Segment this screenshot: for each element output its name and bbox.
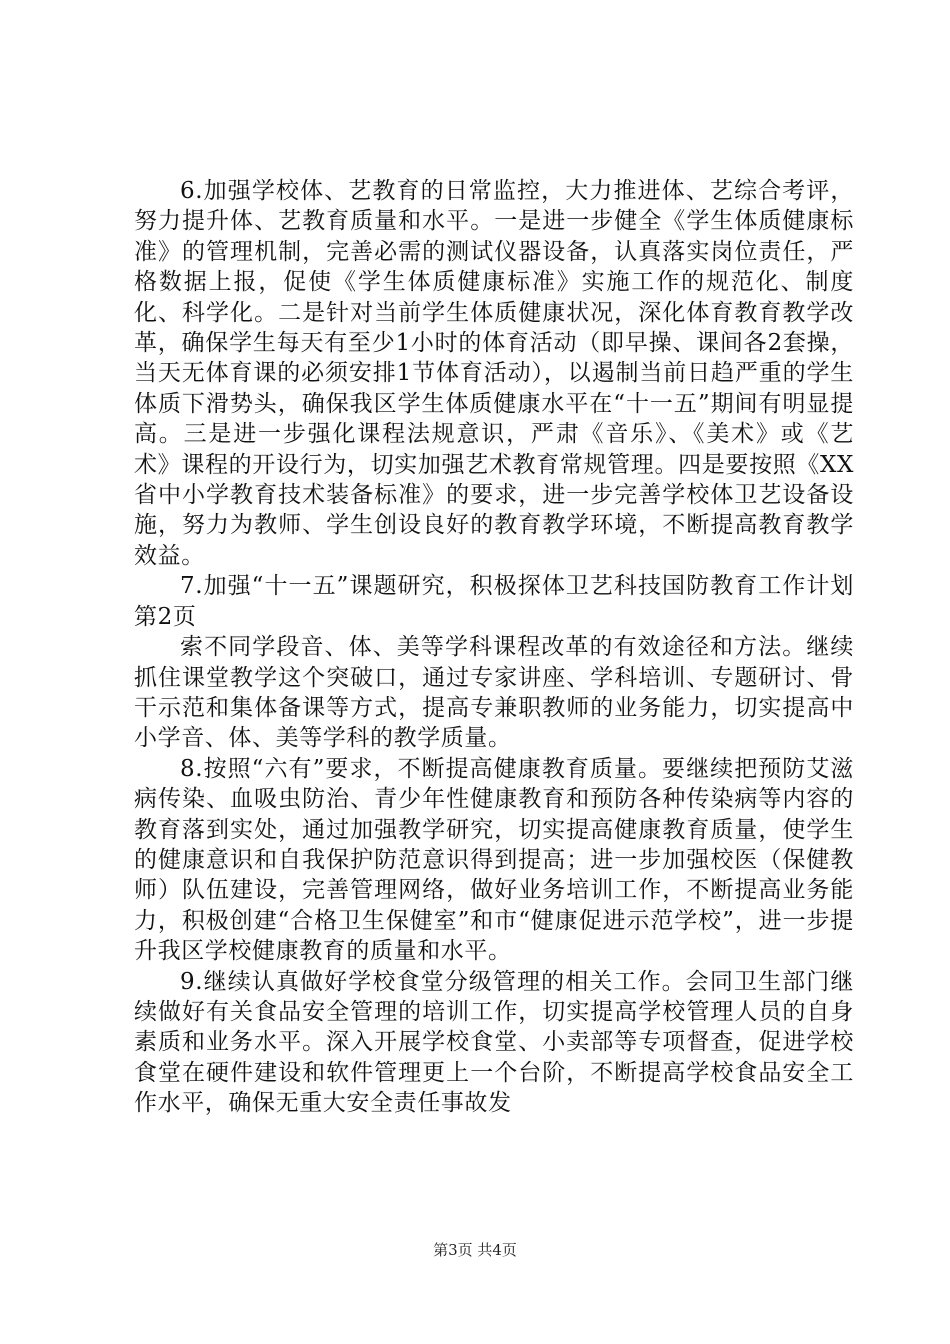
paragraph-7: 7.加强“十一五”课题研究，积极探体卫艺科技国防教育工作计划第2页 <box>134 573 854 630</box>
paragraph-6: 6.加强学校体、艺教育的日常监控，大力推进体、艺综合考评，努力提升体、艺教育质量和水平。一是进一步健全《学生体质健康标准》的管理机制，完善必需的测试仪器设备，认真落实岗位责任，严格数据上报，促使《学生体质健康标准》实施工作的规范化、制度化、科学化。二是针对当前学生体质健康状况，深化体育教育教学改革，确保学生每天有至少1小时的体育活动（即早操、课间各2套操，当天无体育课的必须安排1节体育活动），以遏制当前日趋严重的学生体质下滑势头，确保我区学生体质健康水平在“十一五”期间有明显提高。三是进一步强化课程法规意识，严肃《音乐》、《美术》或《艺术》课程的开设行为，切实加强艺术教育常规管理。四是要按照《XX省中小学教育技术装备标准》的要求，进一步完善学校体卫艺设备设施，努力为教师、学生创设良好的教育教学环境，不断提高教育教学效益。 <box>134 178 854 569</box>
page-footer: 第3页 共4页 <box>433 1241 517 1259</box>
document-body <box>134 176 854 1119</box>
paragraph-8: 8.按照“六有”要求，不断提高健康教育质量。要继续把预防艾滋病传染、血吸虫防治、青少年性健康教育和预防各种传染病等内容的教育落到实处，通过加强教学研究，切实提高健康教育质量，使学生的健康意识和自我保护防范意识得到提高；进一步加强校医（保健教师）队伍建设，完善管理网络，做好业务培训工作，不断提高业务能力，积极创建“合格卫生保健室”和市“健康促进示范学校”，进一步提升我区学校健康教育的质量和水平。 <box>134 755 854 965</box>
paragraph-7-continued: 索不同学段音、体、美等学科课程改革的有效途径和方法。继续抓住课堂教学这个突破口，通过专家讲座、学科培训、专题研讨、骨干示范和集体备课等方式，提高专兼职教师的业务能力，切实提高中小学音、体、美等学科的教学质量。 <box>134 634 854 752</box>
paragraph-9: 9.继续认真做好学校食堂分级管理的相关工作。会同卫生部门继续做好有关食品安全管理的培训工作，切实提高学校管理人员的自身素质和业务水平。深入开展学校食堂、小卖部等专项督查，促进学校食堂在硬件建设和软件管理更上一个台阶，不断提高学校食品安全工作水平，确保无重大安全责任事故发 <box>134 968 854 1117</box>
